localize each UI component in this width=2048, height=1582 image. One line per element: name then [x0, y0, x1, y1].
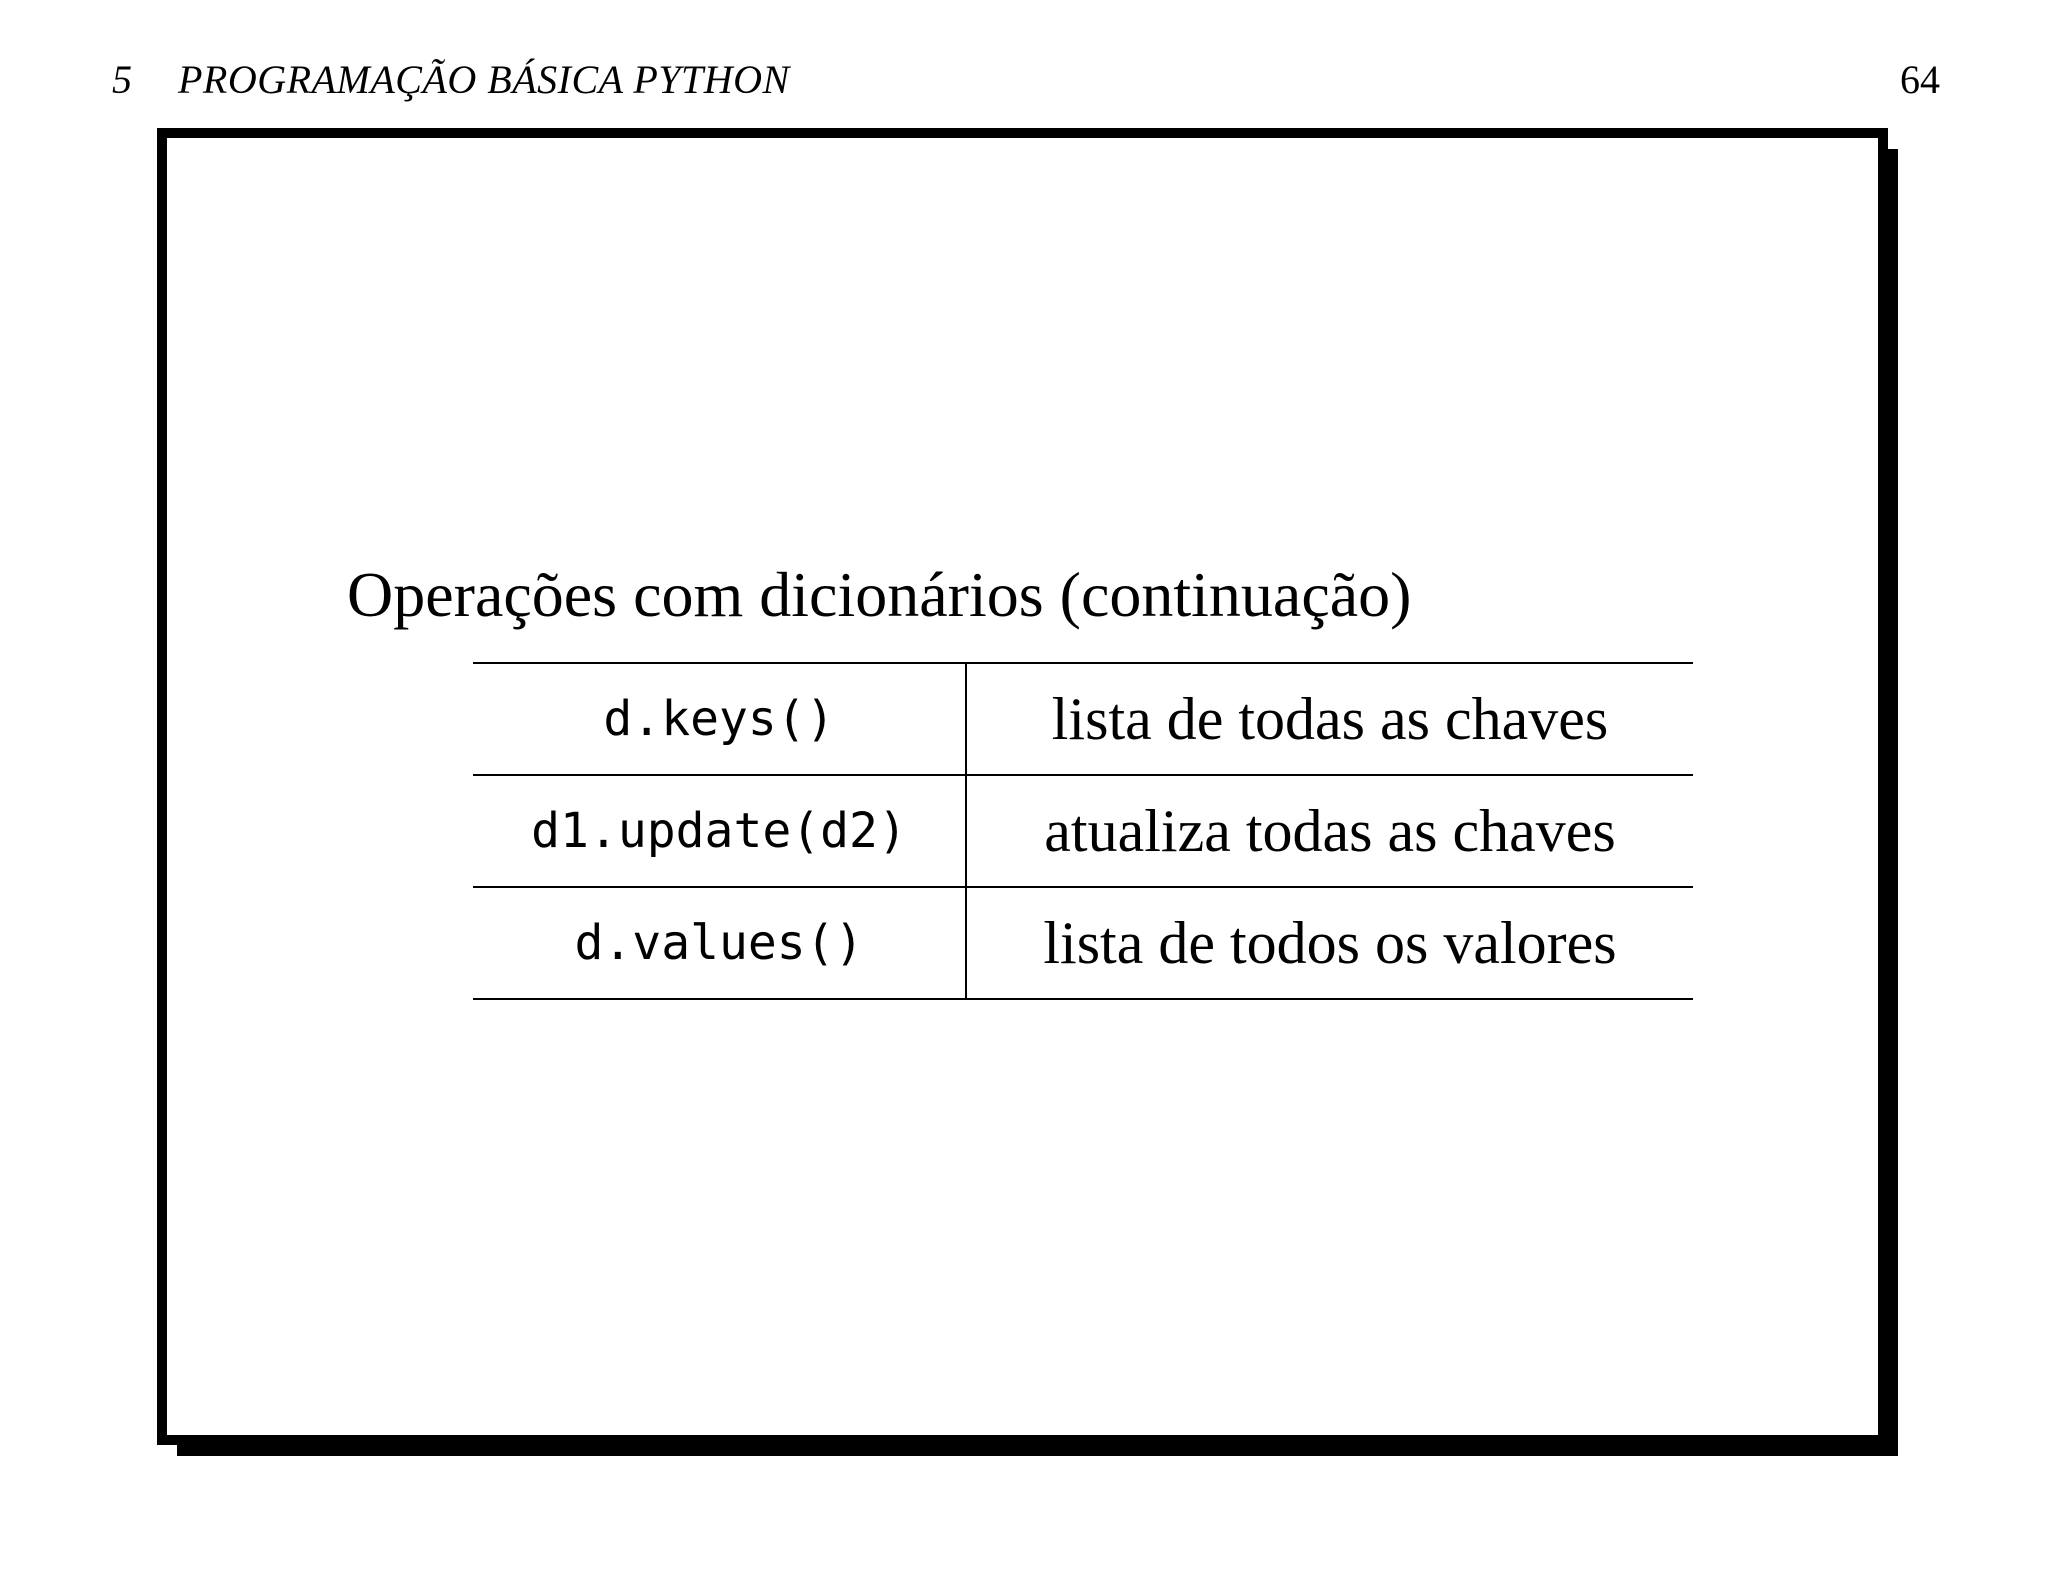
- method-cell: d1.update(d2): [473, 775, 966, 887]
- method-cell: d.keys(): [473, 663, 966, 775]
- method-cell: d.values(): [473, 887, 966, 999]
- slide-heading: Operações com dicionários (continuação): [347, 559, 1412, 630]
- dictionary-operations-table: [473, 662, 1693, 1000]
- table-row: [473, 775, 1693, 887]
- description-cell: lista de todos os valores: [1043, 909, 1617, 976]
- section-number: 5: [112, 57, 132, 102]
- description-cell: atualiza todas as chaves: [1044, 797, 1616, 864]
- description-cell: lista de todas as chaves: [1051, 685, 1609, 752]
- page-number: 64: [1900, 57, 1940, 102]
- table-row: [473, 887, 1693, 999]
- section-title: PROGRAMAÇÃO BÁSICA PYTHON: [178, 57, 790, 102]
- running-header: [112, 56, 1940, 106]
- slide-frame: [157, 128, 1888, 1445]
- table-row: [473, 663, 1693, 775]
